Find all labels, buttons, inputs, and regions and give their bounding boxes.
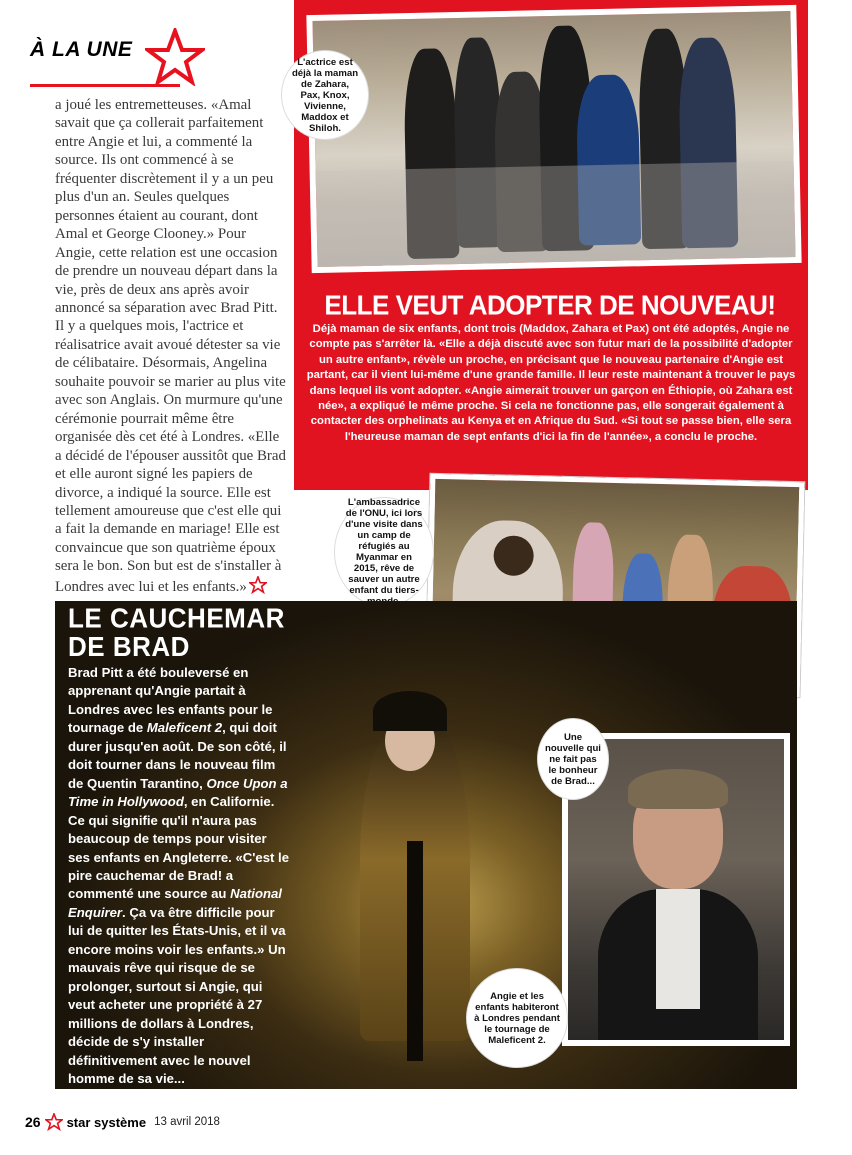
brad-body-4: . Ça va être difficile pour lui de quitter les États-Unis, et il va encore moins voir les enfants.» Un mauvais rêve qui risque de se prolonger, surtout si Angie, qui veut acheter une propriété à 27 millions de dollars à Londres, décide de s'y installer définitivement avec le nouvel homme de sa vie... — [68, 904, 286, 1086]
brad-title-line2: DE BRAD — [68, 629, 190, 663]
refugee-caption: L'ambassadrice de l'ONU, ici lors d'une visite dans un camp de réfugiés au Myanmar en 2015, rêve de sauver un autre enfant du tiers- — [334, 497, 434, 607]
section-label: À LA UNE — [30, 38, 133, 61]
section-header — [30, 28, 210, 88]
film-title-1: Maleficent 2 — [146, 720, 223, 736]
brad-body-2: , qui doit durer jusqu'en août. De son côté, il doit tourner dans le nouveau film de Quentin Tarantino, — [68, 720, 287, 791]
article-column — [55, 96, 288, 596]
end-star-icon — [249, 576, 267, 594]
page-footer — [25, 1112, 220, 1132]
brad-caption: Une nouvelle qui ne fait pas le bonheur de Brad... — [537, 718, 609, 800]
page-number: 26 — [25, 1114, 41, 1130]
magazine-name: star système — [66, 1114, 147, 1130]
angie-caption: Angie et les enfants habiteront à Londres pendant le tournage de Maleficent 2. — [466, 968, 568, 1068]
family-photo — [306, 5, 801, 273]
star-outline-icon — [145, 28, 205, 86]
adopt-body: Déjà maman de six enfants, dont trois (Maddox, Zahara et Pax) ont été adoptés, Angie ne compte pas s'arrêter là. «Elle a déjà discuté avec son futur mari de la possibilité d'adopter un autre enfant», révèle un proche, en précisant que le nouveau partenaire d'Angie est partant, car il vient lui-même d'une grande famille. Il leur reste maintenant à trouver le pays dans lequel ils vont adopter. «Angie aimerait trouver un garçon en Éthiopie, où Zahara est née», a expliqué le même proche. Si cela ne fonctionne pas, elle songerait également à contacter des orphelinats au Kenya et en Afrique du Sud. «Si tout se passe bien, elle sera l'heureuse maman de sept enfants d'ici la fin de l'année», a conclu le proche. — [306, 323, 796, 443]
brad-body — [68, 664, 290, 1088]
brad-title-line1: LE CAUCHEMAR — [68, 601, 285, 635]
brad-lead: Brad Pitt — [68, 665, 123, 680]
brad-body-3: , en Californie. Ce qui signifie qu'il n'aura pas beaucoup de temps pour visiter ses enfants en Angleterre. «C'est le pire cauchemar de Brad! a commenté une source au — [68, 794, 290, 902]
adopt-title: ELLE VEUT ADOPTER DE NOUVEAU! — [324, 288, 776, 322]
brad-body-1: a été bouleversé en apprenant qu'Angie partait à Londres avec les enfants pour le tournage de — [68, 665, 273, 736]
issue-date: 13 avril 2018 — [154, 1116, 220, 1128]
family-caption: L'actrice est déjà la maman de Zahara, Pax, Knox, Vivienne, Maddox et Shiloh. — [281, 50, 369, 140]
film-title-2: Once Upon a Time in Hollywood — [68, 775, 288, 810]
brad-title — [68, 601, 285, 663]
publication-name: National Enquirer — [68, 886, 282, 920]
footer-star-icon — [45, 1113, 63, 1131]
article-text: a joué les entremetteuses. «Amal savait que ça collerait parfaitement entre Angie et lui, a commenté la source. Ils ont commencé à se fréquenter discrètement il y a un peu plus d'un an. Seules quelques personnes étaient au courant, dont Amal et George Clooney.» Pour Angie, cette relation est une occasion de prendre un nouveau départ dans la vie, près de deux ans après avoir annoncé sa séparation avec Brad Pitt. Il y a quelques mois, l'actrice et réalisatrice avait avoué détester sa vie de célibataire. Désormais, Angelina souhaite pouvoir se marier au plus vite avec son Anglais. On murmure qu'une cérémonie pourrait même être organisée dès cet été à Londres. «Elle a décidé de l'épouser aussitôt que Brad et elle auront signé les papiers de divorce, a indiqué la source. Elle est tellement amoureuse que c'est elle qui a fait la demande en mariage! Elle est convaincue que son quatrième époux sera le bon. Son but est de s'installer à Londres avec lui et les enfants.» — [55, 97, 286, 595]
header-rule — [30, 84, 180, 87]
